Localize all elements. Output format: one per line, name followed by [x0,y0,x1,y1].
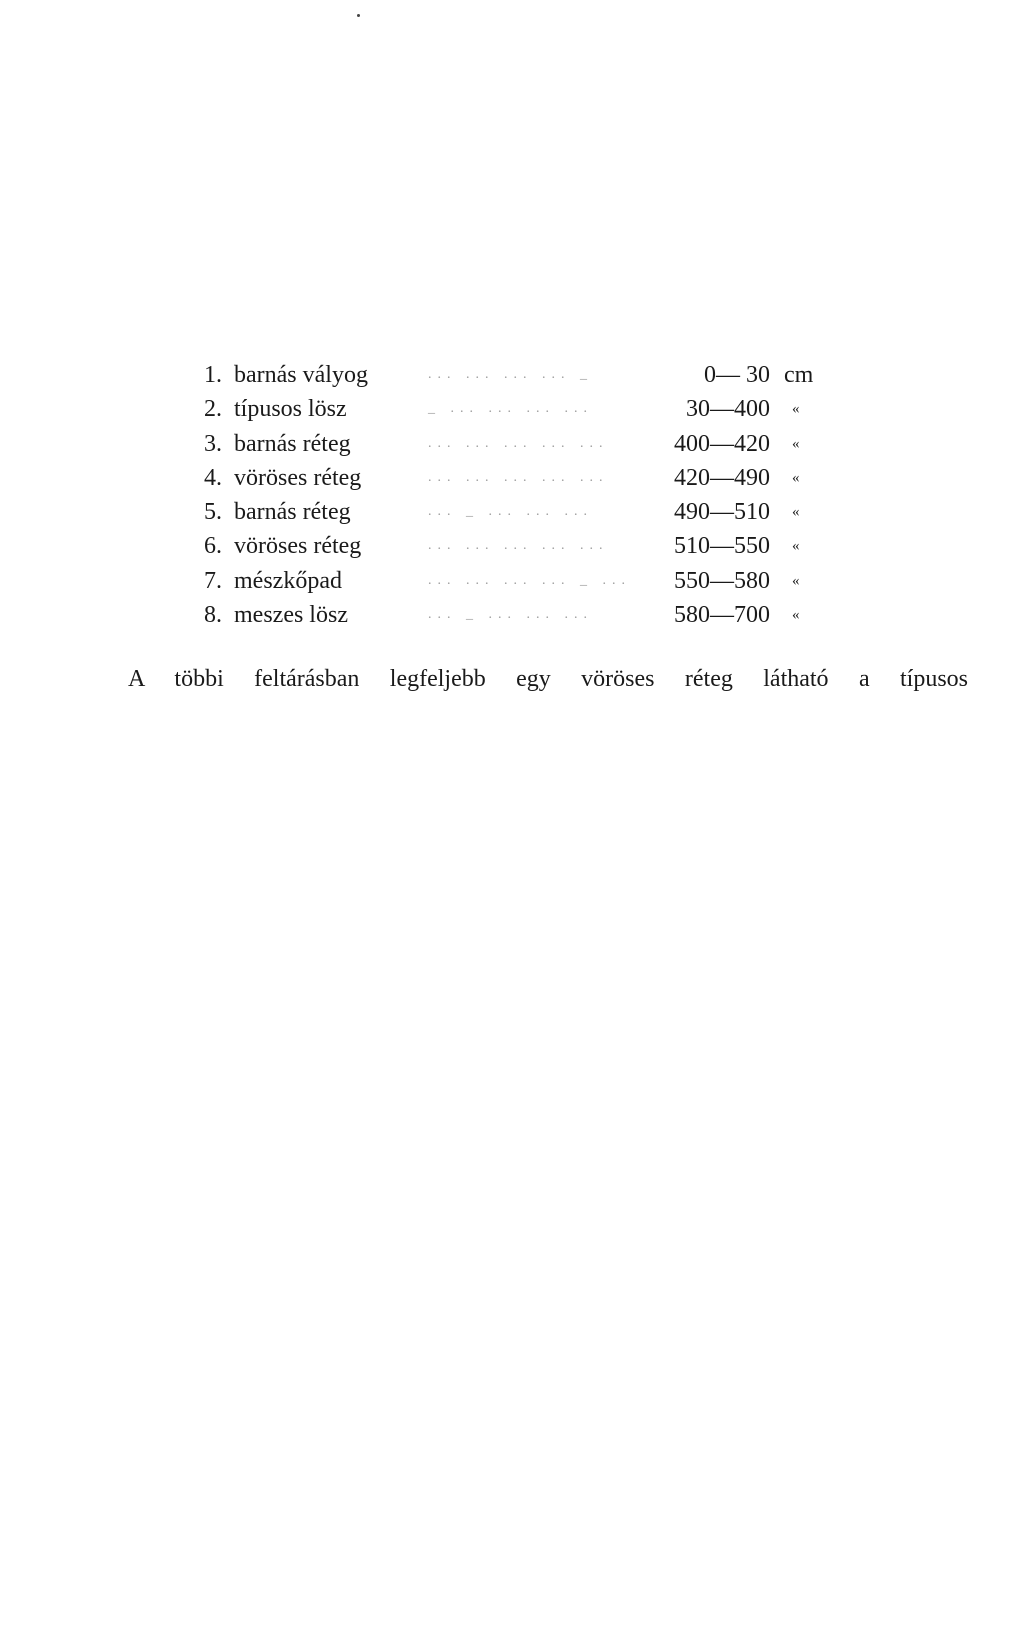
dot-leader: ... ... ... ... _ [428,367,593,382]
layer-name: meszes lösz [234,602,348,629]
ditto-mark: « [792,469,800,486]
dot-leader: ... ... ... ... ... [428,469,609,485]
depth-range: 0— 30 [704,362,770,388]
depth-range: 30—400 [686,396,770,423]
layer-name: barnás réteg [234,430,351,457]
print-speck [357,14,360,17]
depth-range: 550—580 [674,567,770,594]
layer-name: mészkőpad [234,567,342,594]
depth-unit: cm [784,362,814,388]
row-number: 6. [204,533,222,560]
layer-name: barnás vályog [234,362,368,388]
table-row [188,529,828,563]
ditto-mark: « [792,538,800,555]
row-number: 2. [204,396,222,423]
depth-range: 490—510 [674,499,770,526]
layer-name: vöröses réteg [234,533,362,560]
dot-leader: ... ... ... ... ... [428,435,609,451]
depth-range: 420—490 [674,464,770,491]
depth-range: 400—420 [674,430,770,457]
dot-leader: ... ... ... ... _ ... [428,572,631,588]
dot-leader: _ ... ... ... ... [428,401,593,417]
depth-range: 510—550 [674,533,770,560]
body-text-line: A többi feltárásban legfeljebb egy vöröses réteg látható a típusos [128,666,968,692]
dot-leader: ... _ ... ... ... [428,607,593,623]
ditto-mark: « [792,435,800,452]
table-row [188,564,828,598]
ditto-mark: « [792,401,800,418]
row-number: 5. [204,499,222,526]
table-row [188,461,828,495]
layer-name: típusos lösz [234,396,347,423]
layer-table [188,358,828,632]
ditto-mark: « [792,504,800,521]
layer-name: vöröses réteg [234,464,362,491]
dot-leader: ... _ ... ... ... [428,504,593,520]
table-row [188,598,828,632]
ditto-mark: « [792,607,800,624]
table-row [188,495,828,529]
table-row [188,392,828,426]
row-number: 3. [204,430,222,457]
table-row [188,358,828,392]
row-number: 1. [204,362,222,388]
row-number: 7. [204,567,222,594]
depth-range: 580—700 [674,602,770,629]
row-number: 8. [204,602,222,629]
ditto-mark: « [792,572,800,589]
layer-name: barnás réteg [234,499,351,526]
row-number: 4. [204,464,222,491]
dot-leader: ... ... ... ... ... [428,538,609,554]
table-row [188,427,828,461]
